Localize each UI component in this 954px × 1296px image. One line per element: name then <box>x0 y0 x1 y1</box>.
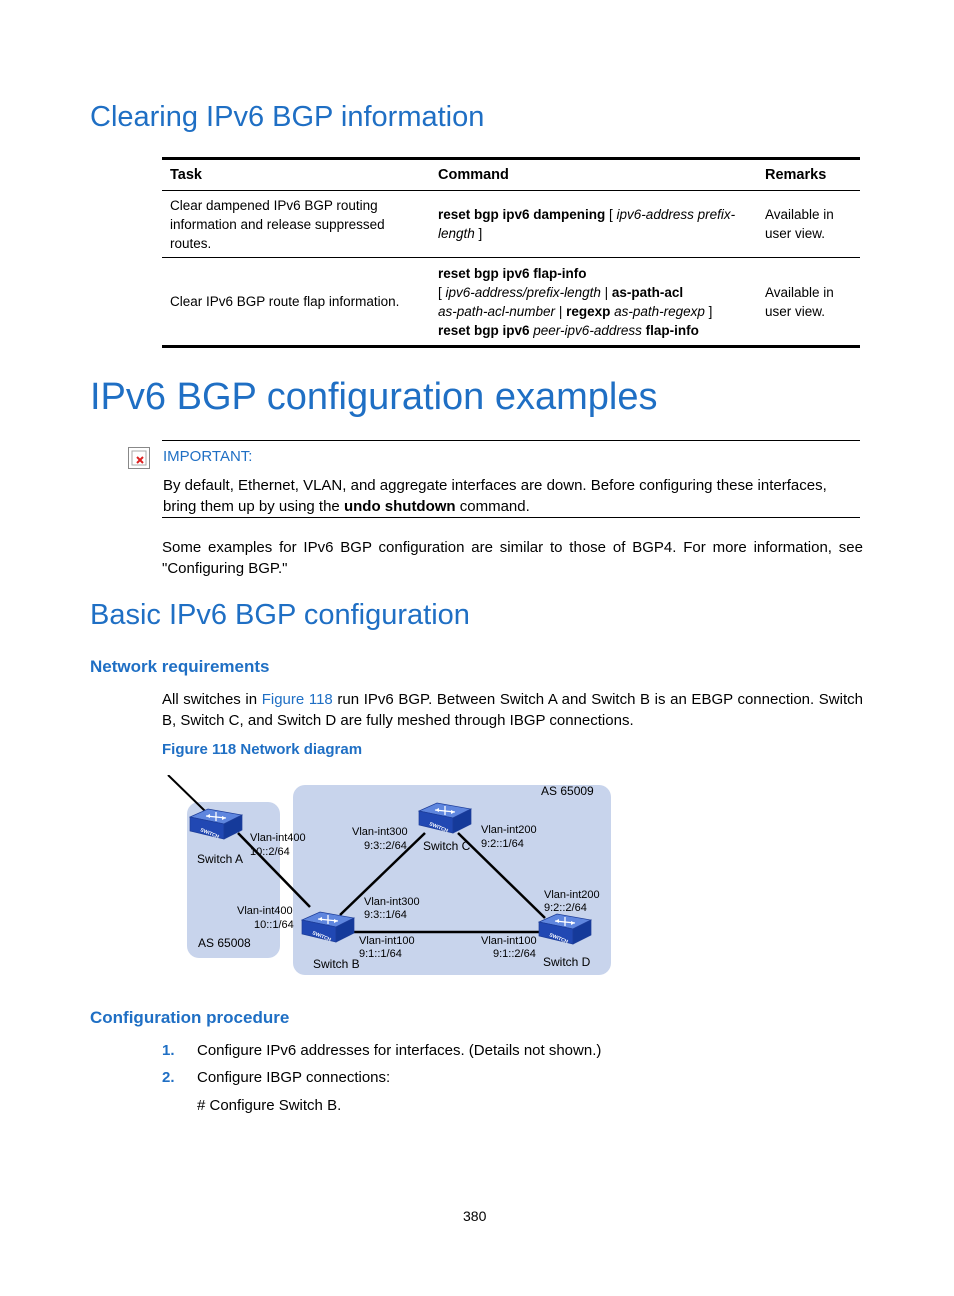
switch-a-icon-label: SWITCH <box>199 827 220 841</box>
cmd-keyword: reset bgp ipv6 dampening <box>438 207 606 222</box>
important-bottom-rule <box>162 517 860 518</box>
table-header-remarks: Remarks <box>765 166 827 183</box>
section-title-basic: Basic IPv6 BGP configuration <box>90 599 470 631</box>
c-ip-200-label: 9:2::1/64 <box>481 838 524 850</box>
table-cell-task: Clear dampened IPv6 BGP routing information and release suppressed routes. <box>170 197 385 251</box>
cmd-separator: | <box>600 284 612 300</box>
uplink-line <box>168 775 205 811</box>
cmd-bracket: ] <box>474 226 483 241</box>
cmd-keyword: reset bgp ipv6 flap-info <box>438 265 587 281</box>
cmd-keyword: regexp <box>566 303 611 319</box>
step-text: Configure IPv6 addresses for interfaces. (Details not shown.) <box>197 1042 602 1059</box>
subsection-title-network-requirements: Network requirements <box>90 657 270 676</box>
switch-c-label: Switch C <box>423 839 471 853</box>
as-left-label: AS 65008 <box>198 936 251 950</box>
cmd-keyword: reset bgp ipv6 <box>438 322 530 338</box>
cmd-keyword: as-path-acl <box>611 284 684 300</box>
d-ip-100-label: 9:1::2/64 <box>493 948 536 960</box>
b-ip-400-label: 10::1/64 <box>254 919 294 931</box>
list-item <box>162 1040 175 1061</box>
command-table <box>162 157 860 348</box>
d-ip-200-label: 9:2::2/64 <box>544 902 587 914</box>
a-interface-label: Vlan-int400 <box>250 832 306 844</box>
c-interface-200-label: Vlan-int200 <box>481 824 537 836</box>
table-cell-command <box>430 191 757 257</box>
step-number: 1. <box>162 1042 175 1059</box>
table-row <box>162 191 860 258</box>
table-cell-remarks: Available in user view. <box>765 207 834 241</box>
network-requirements-paragraph: All switches in Figure 118 run IPv6 BGP. Between Switch A and Switch B is an EBGP connection. Switch B, Switch C, and Switch D are fully meshed through IBGP connections. <box>162 691 863 729</box>
page-number: 380 <box>463 1208 487 1224</box>
table-cell-remarks: Available in user view. <box>765 284 834 319</box>
b-interface-300-label: Vlan-int300 <box>364 896 420 908</box>
cmd-bracket: [ <box>438 284 446 300</box>
cmd-argument: ipv6-address prefix-length <box>438 207 736 241</box>
step-number: 2. <box>162 1069 175 1086</box>
a-ip-label: 10::2/64 <box>250 846 290 858</box>
table-header-command: Command <box>438 166 509 183</box>
cmd-argument: as-path-regexp <box>610 303 705 319</box>
config-comment: # Configure Switch B. <box>197 1097 342 1114</box>
important-text: By default, Ethernet, VLAN, and aggregate interfaces are down. Before configuring these interfaces, bring them up by using the undo shutdown command. <box>163 477 827 515</box>
warning-icon <box>128 447 150 469</box>
cmd-argument: as-path-acl-number <box>438 303 556 319</box>
cmd-bracket: ] <box>704 303 713 319</box>
c-interface-300-label: Vlan-int300 <box>352 826 408 838</box>
as-right-label: AS 65009 <box>541 784 594 798</box>
c-ip-300-label: 9:3::2/64 <box>364 840 407 852</box>
step-text: Configure IBGP connections: <box>197 1069 391 1086</box>
b-interface-400-label: Vlan-int400 <box>237 905 293 917</box>
list-item <box>162 1067 175 1088</box>
d-interface-100-label: Vlan-int100 <box>481 935 537 947</box>
important-label: IMPORTANT: <box>163 448 253 465</box>
switch-b-icon-label: SWITCH <box>311 930 332 944</box>
important-top-rule <box>162 440 860 441</box>
table-header-row <box>162 160 860 191</box>
b-interface-100-label: Vlan-int100 <box>359 935 415 947</box>
b-ip-300-label: 9:3::1/64 <box>364 909 407 921</box>
table-cell-command <box>430 258 757 345</box>
switch-d-label: Switch D <box>543 955 591 969</box>
table-header-task: Task <box>170 166 202 183</box>
switch-d-icon-label: SWITCH <box>548 932 569 946</box>
cmd-separator: | <box>555 303 567 319</box>
figure-link[interactable]: Figure 118 <box>261 691 333 708</box>
subsection-title-configuration-procedure: Configuration procedure <box>90 1008 290 1027</box>
cmd-argument: peer-ipv6-address <box>529 322 642 338</box>
figure-caption: Figure 118 Network diagram <box>162 741 363 758</box>
table-cell-task: Clear IPv6 BGP route flap information. <box>170 294 400 309</box>
switch-c-icon-label: SWITCH <box>428 821 449 835</box>
d-interface-200-label: Vlan-int200 <box>544 889 600 901</box>
cmd-keyword: flap-info <box>641 322 699 338</box>
switch-a-label: Switch A <box>197 852 244 866</box>
switch-b-label: Switch B <box>313 957 360 971</box>
table-row <box>162 258 860 345</box>
cmd-bracket: [ <box>605 207 617 222</box>
b-ip-100-label: 9:1::1/64 <box>359 948 402 960</box>
section-title-examples: IPv6 BGP configuration examples <box>90 376 658 418</box>
intro-paragraph: Some examples for IPv6 BGP configuration are similar to those of BGP4. For more information, see "Configuring BGP." <box>162 539 863 577</box>
section-title-clearing: Clearing IPv6 BGP information <box>90 101 485 133</box>
network-diagram <box>150 775 620 985</box>
cmd-argument: ipv6-address/prefix-length <box>445 284 601 300</box>
command-name: undo shutdown <box>343 498 456 515</box>
